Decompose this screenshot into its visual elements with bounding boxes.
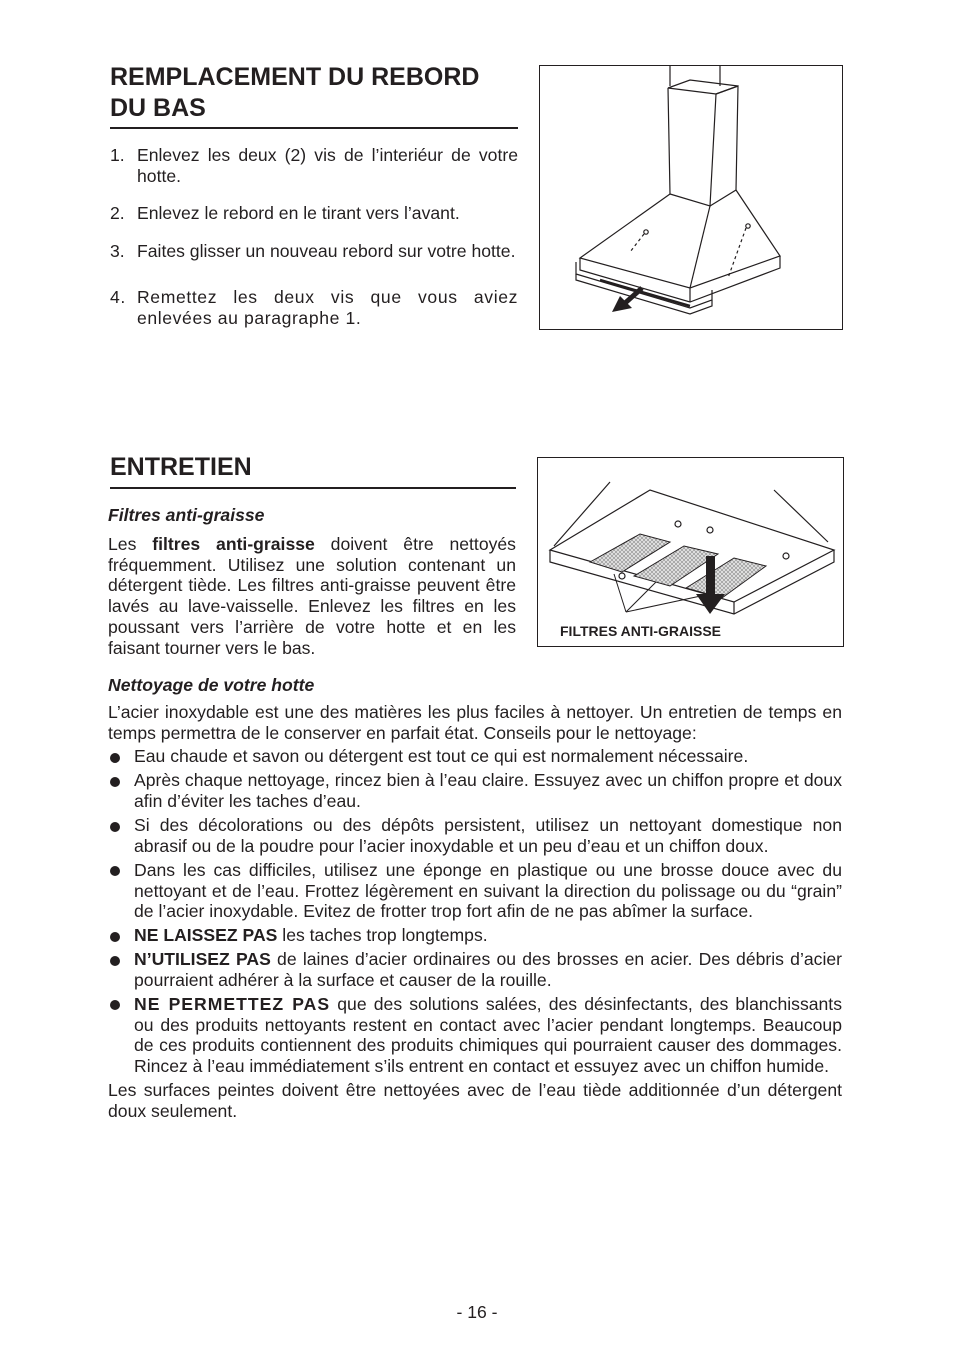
bullet-icon	[110, 956, 120, 966]
step-text: Enlevez les deux (2) vis de l’interiéur de votre hotte.	[137, 145, 518, 186]
bullet-icon	[110, 932, 120, 942]
list-item	[108, 815, 842, 856]
tip-text: Après chaque nettoyage, rincez bien à l’eau claire. Essuyez avec un chiffon propre et doux afin d’éviter les taches d’eau.	[134, 770, 842, 812]
tip-text: les taches trop longtemps.	[277, 925, 488, 946]
tip-text: Eau chaude et savon ou détergent est tout ce qui est normalement nécessaire.	[134, 746, 749, 767]
filters-text-bold: filtres anti-graisse	[152, 534, 315, 554]
hood-lip-illustration	[540, 66, 842, 329]
section-title-entretien: ENTRETIEN	[110, 453, 252, 481]
grease-filters-illustration	[538, 458, 843, 646]
step-text: Faites glisser un nouveau rebord sur votre hotte.	[137, 241, 516, 261]
title-line-2: DU BAS	[110, 94, 206, 122]
tip-text: de laines d’acier ordinaires ou des brosses en acier. Des débris d’acier pourraient adhérer à la surface et causer de la rouille.	[134, 949, 842, 990]
step-item	[110, 145, 518, 186]
step-number: 1.	[110, 145, 125, 165]
tip-bold: N’UTILISEZ PAS	[134, 949, 271, 970]
step-number: 4.	[110, 287, 126, 307]
step-text: Remettez les deux vis que vous aviez enlevées au paragraphe 1.	[137, 287, 518, 328]
list-item	[108, 925, 842, 946]
list-item	[108, 860, 842, 922]
page-number: - 16 -	[456, 1302, 498, 1322]
cleaning-body	[108, 702, 842, 1121]
bullet-icon	[110, 822, 120, 832]
tip-text: que des solutions salées, des désinfectants, des blanchissants ou des produits nettoyants restent en contact avec l’acier pendant longtemps. Beaucoup de ces produits contiennent des produits chimiques qui pourraient causer des dommages. Rincez à l’eau immédiatement s’ils entrent en contact et essuyez avec un chiffon humide.	[134, 993, 842, 1077]
tip-text: Si des décolorations ou des dépôts persistent, utilisez un nettoyant domestique non abrasif ou de la poudre pour l’acier inoxydable et un peu d’eau et un chiffon doux.	[134, 815, 842, 856]
cleaning-tips-list	[108, 746, 842, 1076]
tip-bold: NE PERMETTEZ PAS	[134, 993, 331, 1014]
filters-paragraph	[108, 534, 516, 658]
filters-text-post: doivent être nettoyés fréquemment. Utilisez une solution contenant un détergent tiède. Les filtres anti-graisse peuvent être lavés au lave-vaisselle. Enlevez les filtres en les poussant vers l’arrière de votre hotte et en les faisant tourner vers le bas.	[108, 534, 516, 658]
cleaning-heading: Nettoyage de votre hotte	[108, 675, 315, 695]
bullet-icon	[110, 753, 120, 763]
step-item	[110, 241, 518, 262]
bullet-icon	[110, 777, 120, 787]
section-title-rebord	[110, 62, 520, 124]
bullet-icon	[110, 1000, 120, 1010]
filters-heading: Filtres anti-graisse	[108, 505, 265, 525]
list-item	[108, 746, 842, 767]
figure-grease-filters	[537, 457, 844, 647]
title-rule	[110, 127, 518, 129]
figure-hood-lip	[539, 65, 843, 330]
step-item	[110, 287, 518, 328]
cleaning-intro: L’acier inoxydable est une des matières les plus faciles à nettoyer. Un entretien de temps en temps permettra de le conserver en parfait état. Conseils pour le nettoyage:	[108, 702, 842, 743]
step-number: 2.	[110, 203, 125, 223]
bullet-icon	[110, 866, 120, 876]
list-item	[108, 770, 842, 811]
list-item	[108, 994, 842, 1077]
step-item	[110, 203, 518, 224]
tip-bold: NE LAISSEZ PAS	[134, 925, 278, 946]
tip-text: Dans les cas difficiles, utilisez une éponge en plastique ou une brosse douce avec du nettoyant et de l’eau. Frottez légèrement en suivant la direction du polissage ou du “grain” de l’acier inoxydable. Evitez de frotter trop fort afin de ne pas abîmer la surface.	[134, 859, 842, 922]
step-text: Enlevez le rebord en le tirant vers l’avant.	[137, 203, 460, 223]
title-line-1: REMPLACEMENT DU REBORD	[110, 63, 480, 91]
filters-text-pre: Les	[108, 534, 153, 554]
list-item	[108, 949, 842, 990]
step-number: 3.	[110, 241, 125, 261]
closing-paragraph: Les surfaces peintes doivent être nettoyées avec de l’eau tiède additionnée d’un détergent doux seulement.	[108, 1080, 842, 1121]
title-rule	[110, 487, 516, 489]
figure-caption: FILTRES ANTI-GRAISSE	[560, 623, 721, 639]
